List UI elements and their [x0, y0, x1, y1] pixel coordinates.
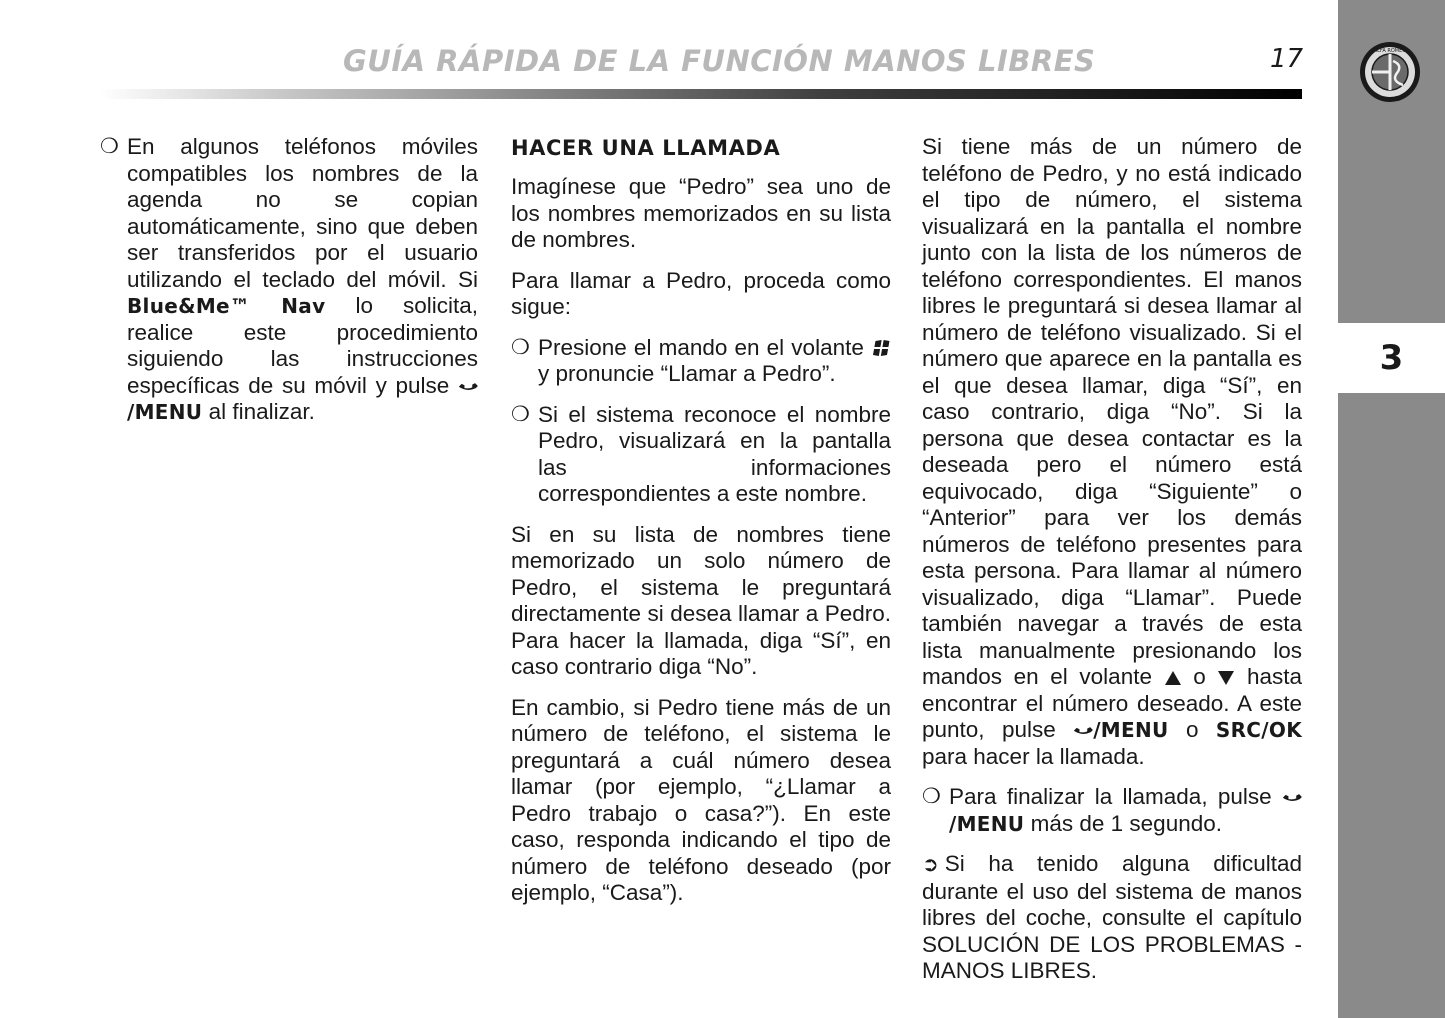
column-left — [100, 134, 478, 440]
list-item: ❍ En algunos teléfonos móviles compatibles los nombres de la agenda no se copian automáticamente, sino que deben ser transferidos por el usuario utilizando el teclado del móvil. Si Blue&Me™ Nav lo solicita, realice este procedimiento siguiendo las instrucciones específicas de su móvil y pulse /MENU al finalizar. — [100, 134, 478, 424]
paragraph: En cambio, si Pedro tiene más de un número de teléfono, el sistema le preguntará a cuál número desea llamar (por ejemplo, “¿Llamar a Pedro trabajo o casa?”). En este caso, responda indicando el tipo de número de teléfono deseado (por ejemplo, “Casa”). — [511, 694, 891, 905]
phone-handset-icon — [1282, 787, 1302, 807]
voice-command-icon — [871, 338, 891, 358]
menu-key: /MENU — [949, 785, 1302, 836]
paragraph: Si en su lista de nombres tiene memorizado un solo número de Pedro, el sistema le preguntará directamente si desea llamar a Pedro. Para hacer la llamada, diga “Sí”, en caso contrario diga “No”. — [511, 521, 891, 679]
phone-handset-icon — [458, 376, 478, 396]
circle-bullet-icon: ❍ — [511, 335, 530, 359]
section-heading: HACER UNA LLAMADA — [511, 136, 781, 160]
header-rule — [100, 89, 1302, 99]
circle-bullet-icon: ❍ — [511, 402, 530, 426]
column-middle — [511, 134, 891, 921]
brand-logo-icon — [1359, 41, 1421, 103]
column-right — [922, 134, 1302, 999]
page-title: GUÍA RÁPIDA DE LA FUNCIÓN MANOS LIBRES — [343, 44, 1096, 78]
menu-key: /MENU — [1073, 718, 1168, 742]
section-tab[interactable]: 3 — [1338, 323, 1445, 393]
list-item: ❍ Para finalizar la llamada, pulse /MENU más de 1 segundo. — [922, 784, 1302, 837]
paragraph: Imagínese que “Pedro” sea uno de los nombres memorizados en su lista de nombres. — [511, 174, 891, 252]
list-item: ❍ Presione el mando en el volante y pronuncie “Llamar a Pedro”. — [511, 335, 891, 388]
list-item: ❍ Si el sistema reconoce el nombre Pedro, visualizará en la pantalla las informaciones correspondientes a este nombre. — [511, 401, 891, 506]
paragraph: Si tiene más de un número de teléfono de Pedro, y no está indicado el tipo de número, el sistema visualizará en la pantalla el nombre junto con la lista de los números de teléfono correspondientes. El manos libres le preguntará si desea llamar al número de teléfono visualizado. Si el número que aparece en la pantalla es el que desea llamar, diga “Sí”, en caso contrario, diga “No”. Si la persona que desea contactar es la deseada pero el número está equivocado, diga “Siguiente” o “Anterior” para ver los demás números de teléfono presentes para esta persona. Para llamar al número visualizado, diga “Llamar”. Puede también navegar a través de esta lista manualmente presionando los mandos en el volante o hasta encontrar el número deseado. A este punto, pulse /MENU o SRC/OK para hacer la llamada. — [922, 134, 1302, 769]
circle-bullet-icon: ❍ — [100, 135, 119, 158]
arrow-down-icon — [1217, 669, 1235, 687]
note: ➲ Si ha tenido alguna dificultad durante el uso del sistema de manos libres del coche, consulte el capítulo SOLUCIÓN DE LOS PROBLEMAS - MANOS LIBRES. — [922, 851, 1302, 983]
side-panel — [1338, 0, 1445, 1018]
src-ok-key: SRC/OK — [1215, 718, 1302, 742]
note-arrow-icon: ➲ — [922, 854, 939, 876]
phone-handset-icon — [1073, 720, 1093, 740]
brand-name: Blue&Me™ Nav — [127, 294, 326, 318]
page-number: 17 — [1270, 44, 1304, 74]
circle-bullet-icon: ❍ — [922, 785, 941, 808]
logo-text: ALFA ROMEO — [1373, 48, 1407, 54]
arrow-up-icon — [1164, 669, 1182, 687]
menu-key: /MENU — [127, 374, 478, 425]
paragraph: Para llamar a Pedro, proceda como sigue: — [511, 267, 891, 319]
